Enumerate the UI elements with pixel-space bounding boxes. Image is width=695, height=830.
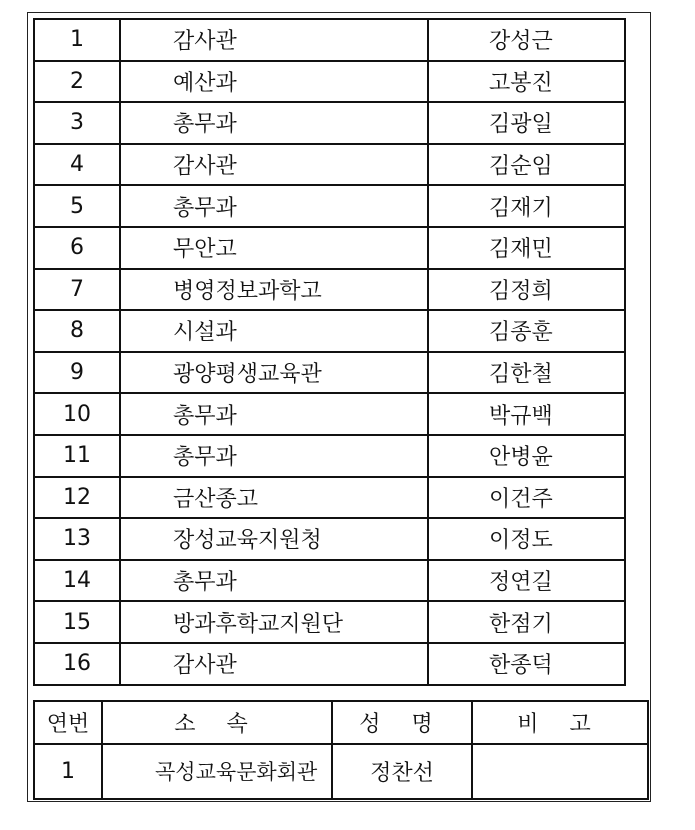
table-row [34, 269, 625, 311]
header-number: 연번 [34, 701, 102, 744]
table-row [34, 477, 625, 519]
row-department: 감사관 [120, 643, 428, 685]
table-row [34, 601, 625, 643]
row-name: 김광일 [428, 102, 625, 144]
row-number: 11 [34, 435, 120, 477]
table-row [34, 393, 625, 435]
row-name: 김재기 [428, 185, 625, 227]
row-department: 총무과 [120, 102, 428, 144]
row-department: 시설과 [120, 310, 428, 352]
row-name: 김종훈 [428, 310, 625, 352]
row-department: 금산종고 [120, 477, 428, 519]
row-name: 김한철 [428, 352, 625, 394]
additional-personnel-table [33, 700, 649, 800]
row-name: 정찬선 [332, 744, 472, 799]
row-number: 14 [34, 560, 120, 602]
row-number: 7 [34, 269, 120, 311]
row-name: 이정도 [428, 518, 625, 560]
row-name: 박규백 [428, 393, 625, 435]
table-row [34, 435, 625, 477]
row-department: 총무과 [120, 185, 428, 227]
table-row [34, 19, 625, 61]
row-number: 3 [34, 102, 120, 144]
header-name: 성 명 [332, 701, 472, 744]
row-department: 감사관 [120, 144, 428, 186]
table-row [34, 185, 625, 227]
row-name: 김순임 [428, 144, 625, 186]
row-number: 1 [34, 744, 102, 799]
row-name: 이건주 [428, 477, 625, 519]
table-row [34, 352, 625, 394]
row-number: 9 [34, 352, 120, 394]
row-name: 한점기 [428, 601, 625, 643]
row-number: 8 [34, 310, 120, 352]
table-row [34, 61, 625, 103]
row-number: 6 [34, 227, 120, 269]
table-row [34, 643, 625, 685]
table-row [34, 310, 625, 352]
table-row [34, 744, 648, 799]
row-number: 16 [34, 643, 120, 685]
row-department: 총무과 [120, 393, 428, 435]
table-row [34, 227, 625, 269]
personnel-table [33, 18, 626, 686]
row-number: 1 [34, 19, 120, 61]
row-department: 광양평생교육관 [120, 352, 428, 394]
row-note [472, 744, 648, 799]
table-row [34, 102, 625, 144]
row-number: 4 [34, 144, 120, 186]
table-row [34, 518, 625, 560]
row-department: 총무과 [120, 560, 428, 602]
row-number: 13 [34, 518, 120, 560]
row-name: 고봉진 [428, 61, 625, 103]
row-number: 12 [34, 477, 120, 519]
header-row [34, 701, 648, 744]
row-number: 2 [34, 61, 120, 103]
row-department: 병영정보과학고 [120, 269, 428, 311]
row-number: 10 [34, 393, 120, 435]
row-department: 장성교육지원청 [120, 518, 428, 560]
row-name: 김정희 [428, 269, 625, 311]
table-row [34, 144, 625, 186]
row-name: 한종덕 [428, 643, 625, 685]
row-name: 강성근 [428, 19, 625, 61]
row-department: 감사관 [120, 19, 428, 61]
row-department: 무안고 [120, 227, 428, 269]
row-department: 예산과 [120, 61, 428, 103]
table-row [34, 560, 625, 602]
header-department: 소 속 [102, 701, 332, 744]
row-name: 안병윤 [428, 435, 625, 477]
row-department: 방과후학교지원단 [120, 601, 428, 643]
row-name: 정연길 [428, 560, 625, 602]
row-department: 곡성교육문화회관 [102, 744, 332, 799]
row-number: 5 [34, 185, 120, 227]
row-department: 총무과 [120, 435, 428, 477]
row-number: 15 [34, 601, 120, 643]
row-name: 김재민 [428, 227, 625, 269]
header-note: 비 고 [472, 701, 648, 744]
